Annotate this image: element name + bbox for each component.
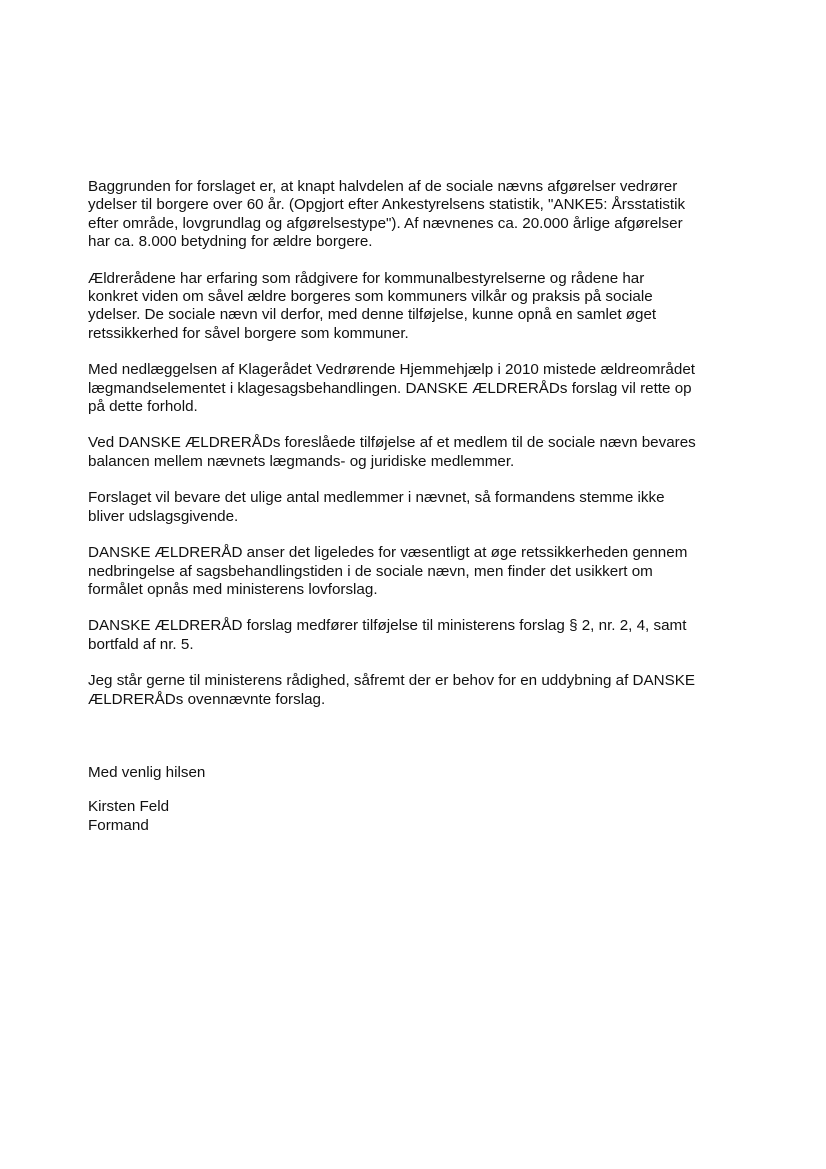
paragraph-elder-councils: Ældrerådene har erfaring som rådgivere for kommunalbestyrelserne og rådene har konkret viden om såvel ældre borgeres som kommuners vilkår og praksis på sociale ydelser. De sociale nævn vil derfor, med denne tilføjelse, kunne opnå en samlet øget retssikkerhed for såvel borgere som kommuner. (88, 269, 657, 342)
paragraph-balance: Ved DANSKE ÆLDRERÅDs foreslåede tilføjelse af et medlem til de sociale nævn bevares balancen mellem nævnets lægmands- og juridiske medlemmer. (88, 434, 696, 470)
signer-title: Formand (88, 816, 149, 834)
paragraph-background: Baggrunden for forslaget er, at knapt halvdelen af de sociale nævns afgørelser vedrører ydelser til borgere over 60 år. (Opgjort efter Ankestyrelsens statistik, "ANKE5: Årsstatistik efter område, lovgrundlag og afgørelsestype"). Af nævnenes ca. 20.000 årlige afgørelser har ca. 8.000 betydning for ældre borgere. (88, 178, 686, 251)
closing-greeting: Med venlig hilsen (88, 764, 206, 781)
paragraph-complaints-board: Med nedlæggelsen af Klagerådet Vedrørende Hjemmehjælp i 2010 mistede ældreområdet lægmandselementet i klagesagsbehandlingen. DANSKE ÆLDRERÅDs forslag vil rette op på dette forhold. (88, 361, 695, 416)
paragraph-availability: Jeg står gerne til ministerens rådighed, såfremt der er behov for en uddybning af DANSKE ÆLDRERÅDs ovennævnte forslag. (88, 672, 695, 708)
signer-name: Kirsten Feld (88, 798, 170, 816)
letter-closing (88, 764, 488, 835)
letter-body (88, 178, 748, 727)
paragraph-odd-members: Forslaget vil bevare det ulige antal medlemmer i nævnet, så formandens stemme ikke bliver udslagsgivende. (88, 489, 665, 525)
paragraph-amendment: DANSKE ÆLDRERÅD forslag medfører tilføjelse til ministerens forslag § 2, nr. 2, 4, samt bortfald af nr. 5. (88, 617, 687, 653)
paragraph-processing-time: DANSKE ÆLDRERÅD anser det ligeledes for væsentligt at øge retssikkerheden gennem nedbringelse af sagsbehandlingstiden i de sociale nævn, men finder det usikkert om formålet opnås med ministerens lovforslag. (88, 544, 688, 598)
